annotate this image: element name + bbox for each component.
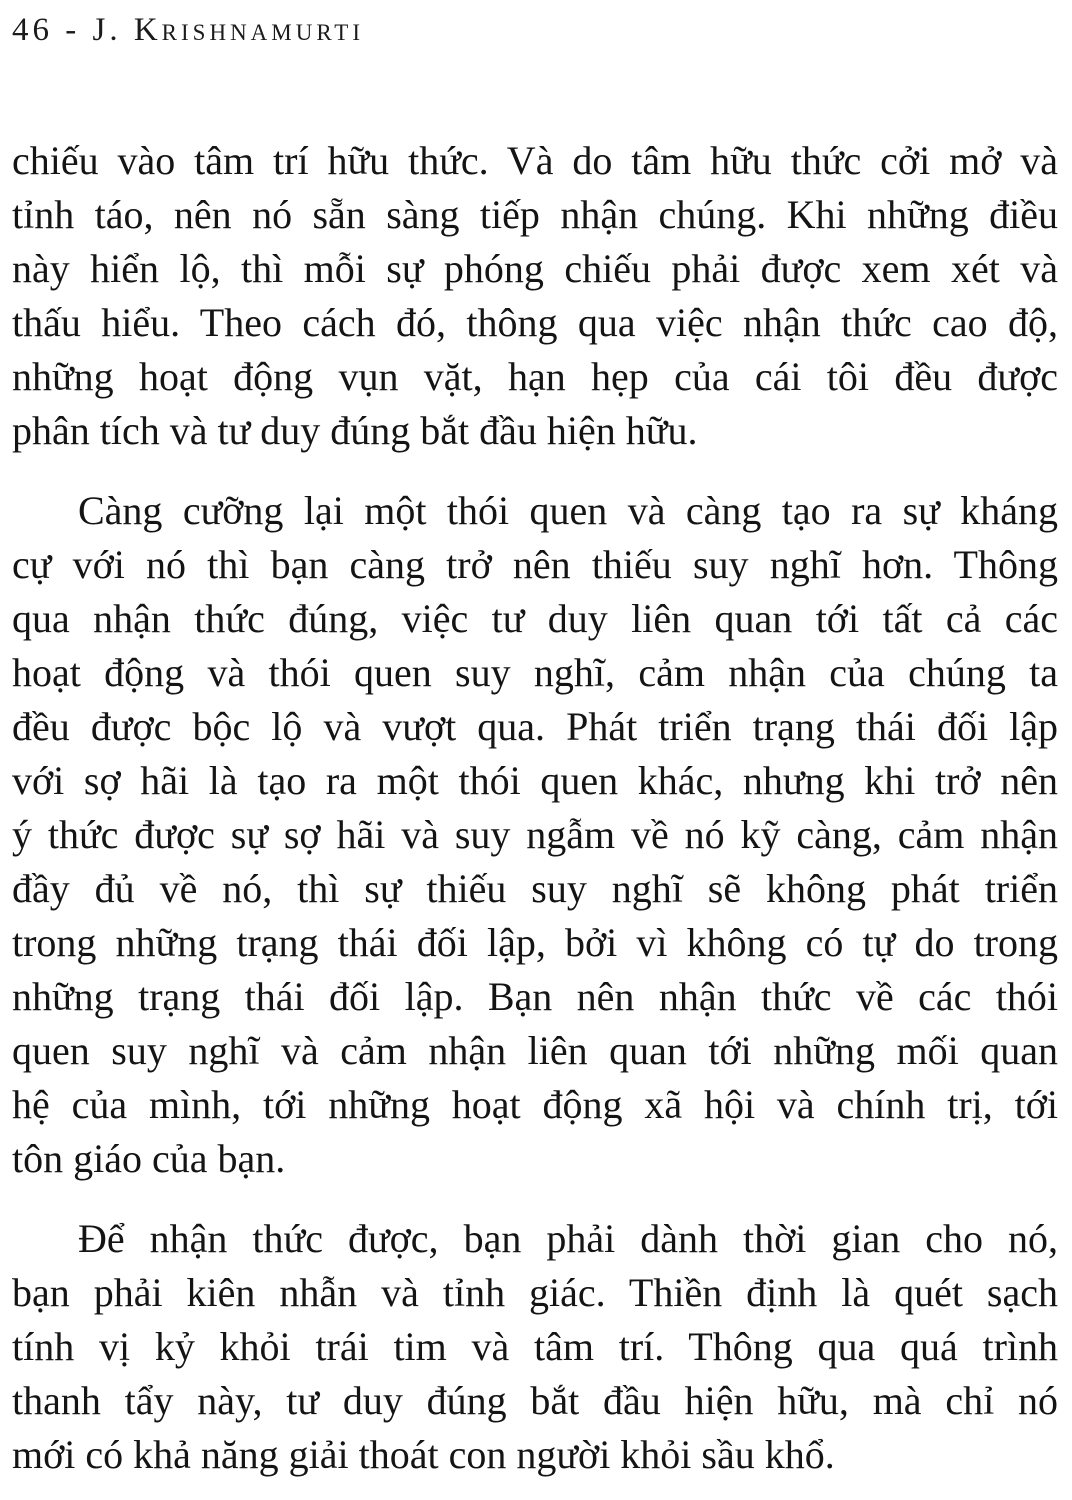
text-line: quen suy nghĩ và cảm nhận liên quan tới những mối quan: [12, 1028, 1058, 1073]
text-line: này hiển lộ, thì mỗi sự phóng chiếu phải được xem xét và: [12, 246, 1058, 291]
text-line: mới có khả năng giải thoát con người khỏi sầu khổ.: [12, 1432, 835, 1477]
text-line: Để nhận thức được, bạn phải dành thời gian cho nó,: [78, 1216, 1058, 1261]
paragraph: [12, 134, 1058, 458]
text-line: đầy đủ về nó, thì sự thiếu suy nghĩ sẽ không phát triển: [12, 866, 1058, 911]
text-line: cự với nó thì bạn càng trở nên thiếu suy nghĩ hơn. Thông: [12, 542, 1058, 587]
running-header: 46 - J. Krishnamurti: [12, 12, 365, 48]
text-line: những hoạt động vụn vặt, hạn hẹp của cái tôi đều được: [12, 354, 1058, 399]
text-line: với sợ hãi là tạo ra một thói quen khác, nhưng khi trở nên: [12, 758, 1058, 803]
text-line: những trạng thái đối lập. Bạn nên nhận thức về các thói: [12, 974, 1058, 1019]
text-line: trong những trạng thái đối lập, bởi vì không có tự do trong: [12, 920, 1058, 965]
text-line: phân tích và tư duy đúng bắt đầu hiện hữu.: [12, 408, 698, 453]
text-line: ý thức được sự sợ hãi và suy ngẫm về nó kỹ càng, cảm nhận: [12, 812, 1058, 857]
text-line: thanh tẩy này, tư duy đúng bắt đầu hiện hữu, mà chỉ nó: [12, 1378, 1058, 1423]
text-line: tỉnh táo, nên nó sẵn sàng tiếp nhận chúng. Khi những điều: [12, 192, 1058, 237]
text-line: Càng cưỡng lại một thói quen và càng tạo ra sự kháng: [78, 488, 1058, 533]
text-line: hoạt động và thói quen suy nghĩ, cảm nhận của chúng ta: [12, 650, 1058, 695]
text-line: thấu hiểu. Theo cách đó, thông qua việc nhận thức cao độ,: [12, 300, 1058, 345]
text-line: bạn phải kiên nhẫn và tỉnh giác. Thiền định là quét sạch: [12, 1270, 1058, 1315]
body-text: [12, 134, 1058, 1482]
text-line: tính vị kỷ khỏi trái tim và tâm trí. Thông qua quá trình: [12, 1324, 1058, 1369]
text-line: đều được bộc lộ và vượt qua. Phát triển trạng thái đối lập: [12, 704, 1058, 749]
text-line: qua nhận thức đúng, việc tư duy liên quan tới tất cả các: [12, 596, 1058, 641]
text-line: chiếu vào tâm trí hữu thức. Và do tâm hữu thức cởi mở và: [12, 138, 1058, 183]
paragraph: [12, 1212, 1058, 1482]
text-line: tôn giáo của bạn.: [12, 1136, 286, 1181]
text-line: hệ của mình, tới những hoạt động xã hội và chính trị, tới: [12, 1082, 1058, 1127]
paragraph: [12, 484, 1058, 1186]
